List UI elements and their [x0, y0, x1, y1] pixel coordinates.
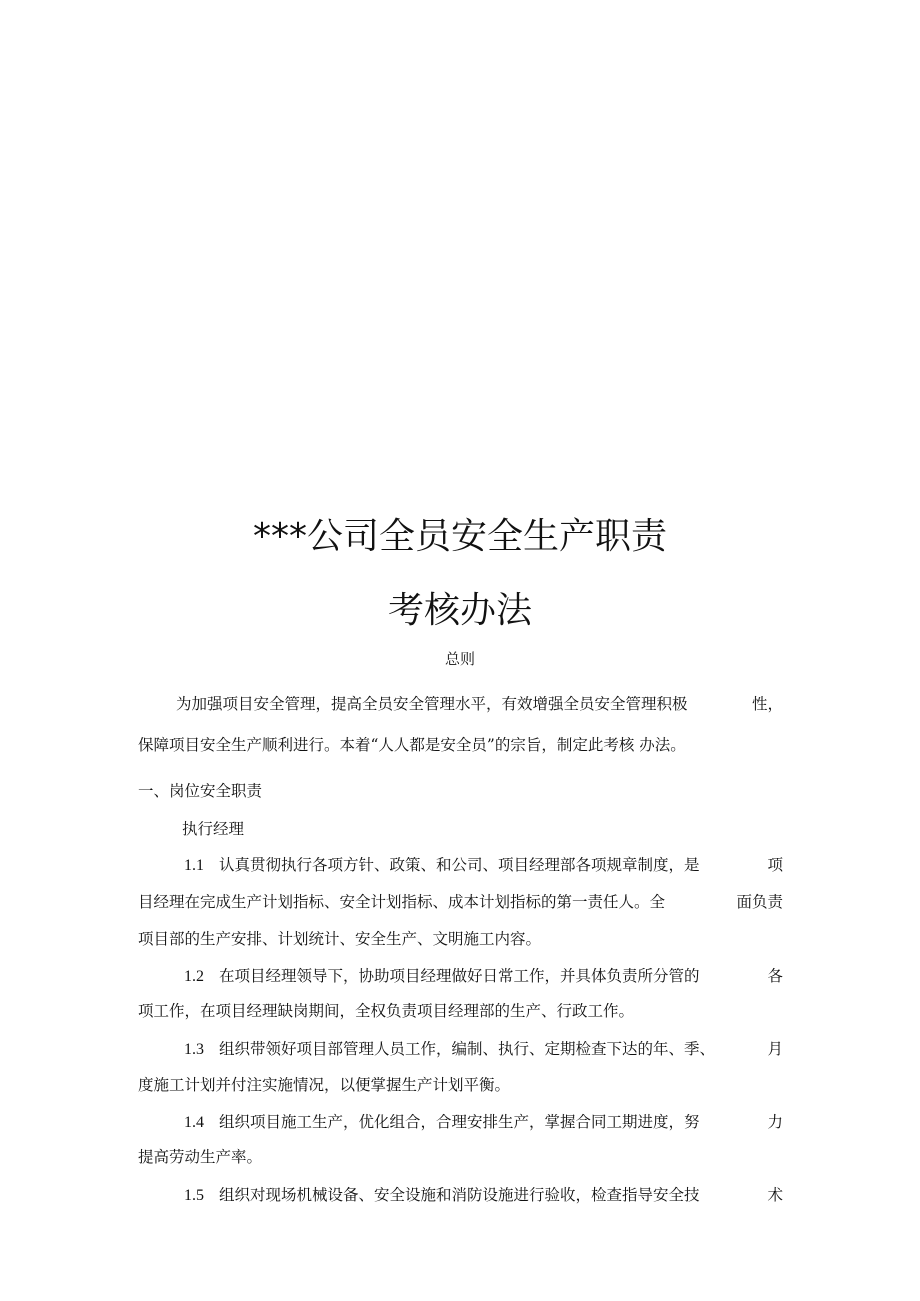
role-heading: 执行经理	[182, 820, 245, 838]
section-subtitle: 总则	[444, 650, 475, 668]
intro-line2: 保障项目安全生产顺利进行。本着“人人都是安全员”的宗旨，制定此考核 办法。	[138, 736, 686, 754]
item-text-end: 力	[767, 1113, 783, 1131]
item-text: 组织带领好项目部管理人员工作，编制、执行、定期检查下达的年、季、	[218, 1040, 715, 1058]
item-text-end: 面负责	[736, 893, 783, 911]
item-text-end: 术	[767, 1186, 783, 1204]
item-1-3-line2: 度施工计划并付注实施情况，以便掌握生产计划平衡。	[138, 1076, 511, 1094]
intro-line1-text: 为加强项目安全管理，提高全员安全管理水平，有效增强全员安全管理积极	[176, 695, 688, 713]
item-number: 1.4	[184, 1114, 204, 1131]
intro-line1	[138, 692, 783, 714]
item-1-5-line1	[138, 1183, 783, 1205]
item-text-end: 月	[767, 1040, 783, 1058]
item-1-4-line1	[138, 1110, 783, 1132]
intro-line1-end: 性，	[751, 695, 783, 713]
item-text: 目经理在完成生产计划指标、安全计划指标、成本计划指标的第一责任人。全	[138, 893, 666, 911]
document-title-line2: 考核办法	[387, 590, 532, 631]
item-text: 认真贯彻执行各项方针、政策、和公司、项目经理部各项规章制度，是	[218, 856, 700, 874]
item-number: 1.3	[184, 1041, 204, 1058]
item-text: 组织对现场机械设备、安全设施和消防设施进行验收，检查指导安全技	[218, 1186, 700, 1204]
section-heading: 一、岗位安全职责	[138, 782, 263, 800]
item-text-end: 项	[767, 856, 783, 874]
item-text: 组织项目施工生产，优化组合，合理安排生产，掌握合同工期进度，努	[218, 1113, 700, 1131]
item-1-2-line1	[138, 964, 783, 986]
item-number: 1.1	[184, 857, 204, 874]
item-text: 在项目经理领导下，协助项目经理做好日常工作，并具体负责所分管的	[218, 967, 700, 985]
item-1-1-line1	[138, 853, 783, 875]
item-number: 1.5	[184, 1187, 204, 1204]
item-1-1-line3: 项目部的生产安排、计划统计、安全生产、文明施工内容。	[138, 930, 542, 948]
item-1-1-line2	[138, 890, 783, 912]
item-number: 1.2	[184, 968, 204, 985]
document-title-line1: ***公司全员安全生产职责	[252, 516, 667, 557]
item-1-2-line2: 项工作，在项目经理缺岗期间，全权负责项目经理部的生产、行政工作。	[138, 1002, 635, 1020]
item-1-4-line2: 提高劳动生产率。	[138, 1148, 263, 1166]
item-1-3-line1	[138, 1037, 783, 1059]
item-text-end: 各	[767, 967, 783, 985]
